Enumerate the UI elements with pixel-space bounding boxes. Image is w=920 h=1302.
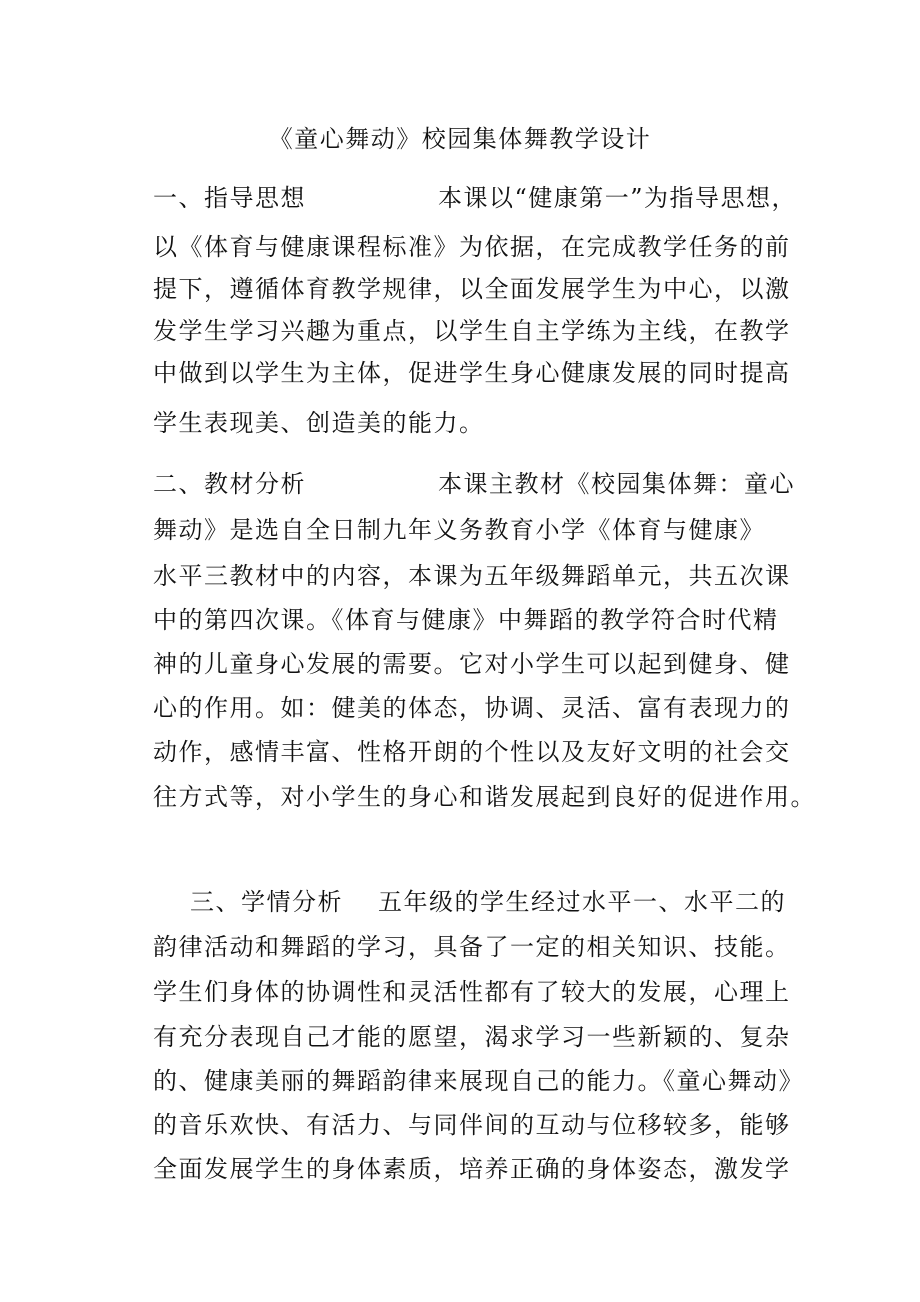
section1-heading: 一、指导思想 [153,184,306,212]
section3-line: 学生们身体的协调性和灵活性都有了较大的发展，心理上 [153,978,791,1006]
section3-line: 有充分表现自己才能的愿望，渴求学习一些新颖的、复杂 [153,1023,791,1051]
section1-line: 以《体育与健康课程标准》为依据，在完成教学任务的前 [153,233,791,261]
section2-line: 水平三教材中的内容，本课为五年级舞蹈单元，共五次课 [153,562,791,590]
section3-heading: 三、学情分析 [190,888,343,916]
section2-line: 往方式等，对小学生的身心和谐发展起到良好的促进作用。 [153,783,816,811]
section3-line: 的音乐欢快、有活力、与同伴间的互动与位移较多，能够 [153,1111,791,1139]
section1-line: 提下，遵循体育教学规律，以全面发展学生为中心，以激 [153,275,791,303]
document-title: 《童心舞动》校园集体舞教学设计 [268,125,652,153]
section3-line: 韵律活动和舞蹈的学习，具备了一定的相关知识、技能。 [153,933,791,961]
section1-line: 发学生学习兴趣为重点，以学生自主学练为主线，在教学 [153,317,791,345]
section2-line: 动作，感情丰富、性格开朗的个性以及友好文明的社会交 [153,738,791,766]
section1-line: 学生表现美、创造美的能力。 [153,409,485,437]
section2-heading: 二、教材分析 [153,470,306,498]
section2-line: 本课主教材《校园集体舞：童心 [438,470,795,498]
section2-line: 神的儿童身心发展的需要。它对小学生可以起到健身、健 [153,650,791,678]
section2-line: 心的作用。如：健美的体态，协调、灵活、富有表现力的 [153,694,791,722]
section2-line: 舞动》是选自全日制九年义务教育小学《体育与健康》 [153,516,765,544]
section3-line: 全面发展学生的身体素质，培养正确的身体姿态，激发学 [153,1155,791,1183]
section3-line: 五年级的学生经过水平一、水平二的 [378,888,786,916]
section1-line: 本课以“健康第一”为指导思想， [438,184,798,212]
section3-line: 的、健康美丽的舞蹈韵律来展现自己的能力。《童心舞动》 [153,1067,804,1095]
section1-line: 中做到以学生为主体，促进学生身心健康发展的同时提高 [153,359,791,387]
section2-line: 中的第四次课。《体育与健康》中舞蹈的教学符合时代精 [153,606,779,634]
